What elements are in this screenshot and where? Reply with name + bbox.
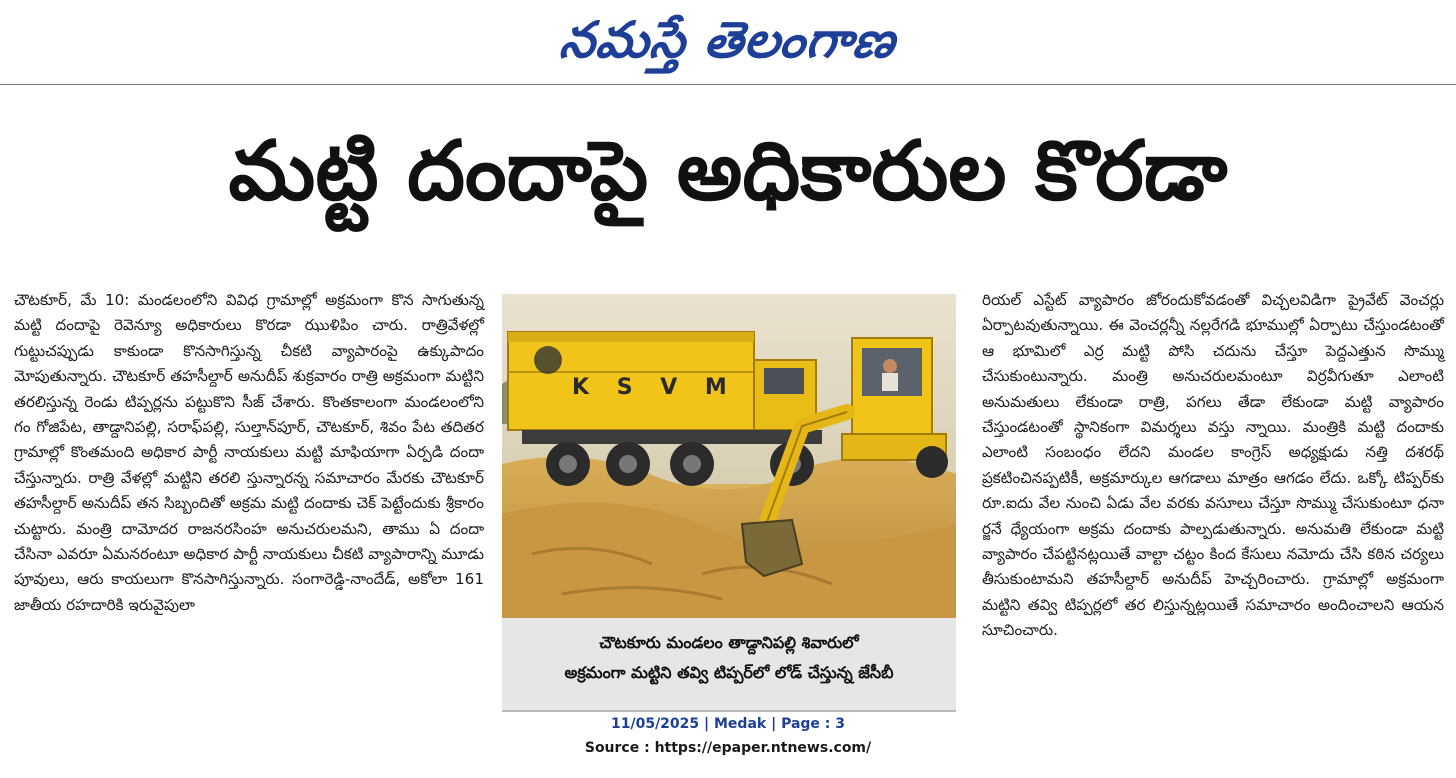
excavation-photo-illustration — [502, 294, 956, 618]
left-column-paragraph: చౌటకూర్, మే 10: మండలంలోని వివిధ గ్రామాల్లో అక్రమంగా కొన సాగుతున్న మట్టి దందాపై రెవెన్యూ అధికారులు కొరడా ఝుళిపిం చారు. రాత్రివేళల్లో గుట్టుచప్పుడు కాకుండా కొనసాగిస్తున్న చీకటి వ్యాపారంపై ఉక్కుపాదం మోపుతున్నారు. చౌటకూర్ తహసీల్దార్ అనుదీప్ శుక్రవారం రాత్రి అక్రమంగా మట్టిని తరలిస్తున్న రెండు టిప్పర్లను పట్టుకొని సీజ్ చేశారు. కొంతకాలంగా మండలంలోని గం గోజిపేట, తాడ్దానిపల్లి, సరాఫ్‌పల్లి, సుల్తాన్‌పూర్, చౌటకూర్, శివం పేట తదితర గ్రామాల్లో కొంతమంది అధికార పార్టీ నాయకులు మట్టి మాఫియాగా ఏర్పడి దందా చేస్తున్నారు. రాత్రి వేళల్లో మట్టిని తరలి స్తున్నారన్న సమాచారం మేరకు చౌటకూర్ తహసీల్దార్ అనుదీప్ తన సిబ్బందితో అక్రమ మట్టి దందాకు చెక్ పెట్టేందుకు శ్రీకారం చుట్టారు. మంత్రి దామోదర రాజనరసింహ అనుచరులమని, తాము ఏ దందా చేసినా ఎవరూ ఏమనరంటూ అధికార పార్టీ నాయకులు చీకటి వ్యాపారాన్ని మూడు పూవులు, ఆరు కాయలుగా కొనసాగిస్తున్నారు. సంగారెడ్డి-నాందేడ్, అకోలా 161 జాతీయ రహదారికి ఇరువైపులా — [14, 291, 484, 614]
edition-info: 11/05/2025 | Medak | Page : 3 — [610, 716, 846, 732]
newspaper-logo: నమస్తే తెలంగాణ — [557, 10, 899, 69]
article-photo — [502, 294, 956, 618]
truck-lettering: K S V M — [572, 375, 737, 400]
caption-line-1: చౌటకూరు మండలం తాడ్దానిపల్లి శివారులో — [599, 633, 859, 652]
masthead — [0, 4, 1456, 80]
article-left-column — [14, 288, 484, 698]
page-footer — [0, 712, 1456, 760]
masthead-divider — [0, 84, 1456, 85]
caption-line-2: అక్రమంగా మట్టిని తవ్వి టిప్పర్‌లో లోడ్ చేస్తున్న జేసీబీ — [564, 663, 894, 682]
right-column-paragraph: రియల్ ఎస్టేట్ వ్యాపారం జోరందుకోవడంతో విచ్చలవిడిగా ప్రైవేట్ వెంచర్లు ఏర్పాటవుతున్నాయి. ఈ వెంచర్లన్నీ నల్లరేగడి భూముల్లో ఏర్పాటు చేస్తుండటంతో ఆ భూమిలో ఎర్ర మట్టి పోసి చదును చేస్తూ పెద్దఎత్తున సొమ్ము చేసుకుంటున్నారు. మంత్రి అనుచరులమంటూ విర్రవీగుతూ ఎలాంటి అనుమతులు లేకుండా రాత్రి, పగలు తేడా లేకుండా మట్టి వ్యాపారం చేస్తుండటంతో స్థానికంగా విమర్శలు వస్తు న్నాయి. మంత్రికి మట్టి దందాకు ఎలాంటి సంబంధం లేదని మండల కాంగ్రెస్ అధ్యక్షుడు నత్తి దశరథ్ ప్రకటించినప్పటికీ, అక్రమార్కుల ఆగడాలు మాత్రం ఆగడం లేదు. ఒక్కో టిప్పర్‌కు రూ.ఐదు వేల నుంచి ఏడు వేల వరకు వసూలు చేస్తూ సొమ్ము చేసుకుంటూ ధనా ర్జనే ధ్యేయంగా అక్రమ దందాకు పాల్పడుతున్నారు. అనుమతి లేకుండా మట్టి వ్యాపారం చేపట్టినట్లయితే వాల్టా చట్టం కింద కేసులు నమోదు చేసి కఠిన చర్యలు తీసుకుంటామని తహసీల్దార్ అనుదీప్ హెచ్చరించారు. గ్రామాల్లో అక్రమంగా మట్టిని తవ్వి టిప్పర్లలో తర లిస్తున్నట్లయితే సమాచారం అందించాలని ఆయన సూచించారు. — [982, 291, 1444, 640]
article-right-column — [982, 288, 1444, 698]
photo-caption — [502, 618, 956, 712]
article-headline: మట్టి దందాపై అధికారుల కొరడా — [228, 124, 1228, 219]
source-link[interactable]: Source : https://epaper.ntnews.com/ — [584, 740, 872, 756]
